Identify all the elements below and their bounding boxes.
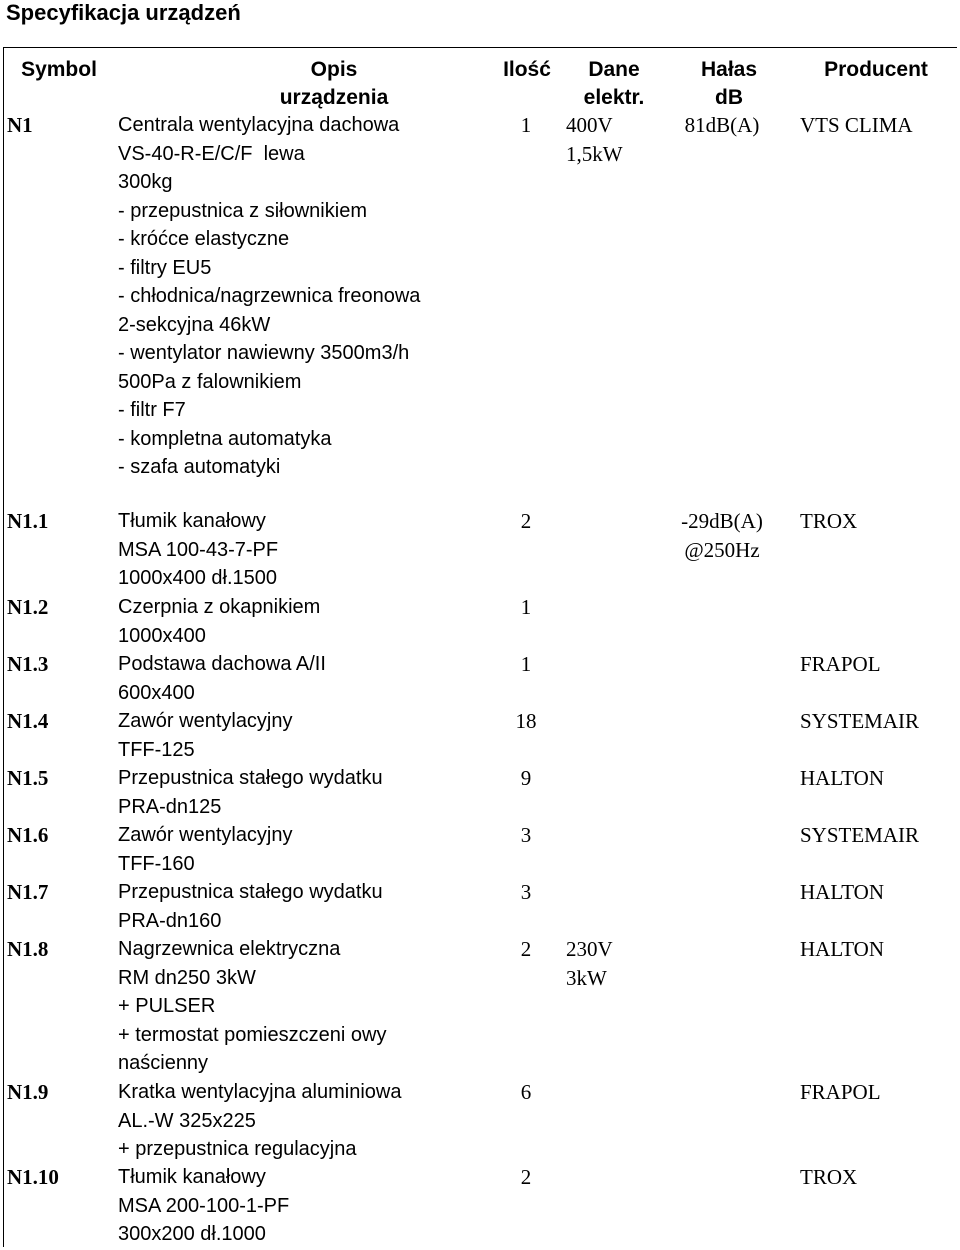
cell-symbol: N1 — [7, 113, 33, 137]
cell-producer: TROX — [800, 509, 858, 533]
cell-producer: VTS CLIMA — [800, 113, 913, 137]
cell-quantity: 2 — [520, 937, 532, 961]
cell-producer: SYSTEMAIR — [800, 709, 920, 733]
cell-producer: FRAPOL — [800, 1080, 881, 1104]
cell-description: Centrala wentylacyjna dachowa VS-40-R-E/C/F lewa 300kg - przepustnica z siłownikiem - króćce elastyczne - filtry EU5 - chłodnica/nagrzewnica freonowa 2-sekcyjna 46kW - wentylator nawiewny 3500m3/h 500Pa z falownikiem - filtr F7 - kompletna automatyka - szafa automatyki — [118, 114, 421, 478]
cell-quantity: 1 — [520, 595, 532, 619]
cell-description: Czerpnia z okapnikiem 1000x400 — [118, 596, 321, 647]
cell-producer: HALTON — [800, 766, 885, 790]
cell-description: Przepustnica stałego wydatku PRA-dn125 — [118, 767, 383, 818]
table-header — [4, 48, 958, 110]
cell-quantity: 1 — [520, 113, 532, 137]
cell-producer: SYSTEMAIR — [800, 823, 920, 847]
cell-symbol: N1.5 — [7, 766, 49, 790]
cell-noise: 81dB(A) — [684, 113, 760, 137]
cell-symbol: N1.8 — [7, 937, 49, 961]
cell-quantity: 2 — [520, 509, 532, 533]
header-producer: Producent — [824, 58, 928, 81]
header-noise — [668, 56, 790, 112]
cell-symbol: N1.3 — [7, 652, 49, 676]
cell-description: Podstawa dachowa A/II 600x400 — [118, 653, 326, 704]
cell-quantity: 2 — [520, 1165, 532, 1189]
cell-producer: TROX — [800, 1165, 858, 1189]
cell-noise: -29dB(A) @250Hz — [681, 509, 763, 562]
header-electrical — [566, 56, 662, 112]
cell-description: Nagrzewnica elektryczna RM dn250 3kW + PULSER + termostat pomieszczeni owy naścienny — [118, 938, 387, 1074]
cell-symbol: N1.1 — [7, 509, 49, 533]
cell-quantity: 6 — [520, 1080, 532, 1104]
cell-producer: FRAPOL — [800, 652, 881, 676]
cell-quantity: 3 — [520, 880, 532, 904]
header-symbol: Symbol — [21, 58, 97, 81]
cell-description: Przepustnica stałego wydatku PRA-dn160 — [118, 881, 383, 932]
header-description — [174, 56, 494, 112]
cell-description: Tłumik kanałowy MSA 100-43-7-PF 1000x400 dł.1500 — [118, 510, 279, 589]
header-description-line2: urządzenia — [279, 86, 389, 109]
cell-description: Zawór wentylacyjny TFF-125 — [118, 710, 293, 761]
cell-quantity: 9 — [520, 766, 532, 790]
cell-symbol: N1.4 — [7, 709, 49, 733]
page-title: Specyfikacja urządzeń — [6, 0, 241, 25]
cell-symbol: N1.6 — [7, 823, 49, 847]
cell-electrical: 230V 3kW — [566, 937, 613, 990]
equipment-spec-table — [3, 47, 957, 1247]
cell-description: Tłumik kanałowy MSA 200-100-1-PF 300x200 dł.1000 — [118, 1166, 290, 1245]
header-description-line1: Opis — [310, 58, 358, 81]
cell-producer: HALTON — [800, 937, 885, 961]
header-electrical-line1: Dane — [588, 58, 640, 81]
cell-symbol: N1.7 — [7, 880, 49, 904]
cell-quantity: 18 — [515, 709, 537, 733]
cell-quantity: 3 — [520, 823, 532, 847]
cell-symbol: N1.2 — [7, 595, 49, 619]
header-electrical-line2: elektr. — [583, 86, 645, 109]
cell-symbol: N1.9 — [7, 1080, 49, 1104]
header-noise-line1: Hałas — [700, 58, 758, 81]
cell-description: Zawór wentylacyjny TFF-160 — [118, 824, 293, 875]
cell-quantity: 1 — [520, 652, 532, 676]
cell-electrical: 400V 1,5kW — [566, 113, 623, 166]
cell-symbol: N1.10 — [7, 1165, 59, 1189]
cell-description: Kratka wentylacyjna aluminiowa AL.-W 325x225 + przepustnica regulacyjna — [118, 1081, 402, 1160]
header-noise-line2: dB — [715, 86, 743, 109]
cell-producer: HALTON — [800, 880, 885, 904]
header-quantity: Ilość — [503, 58, 551, 81]
